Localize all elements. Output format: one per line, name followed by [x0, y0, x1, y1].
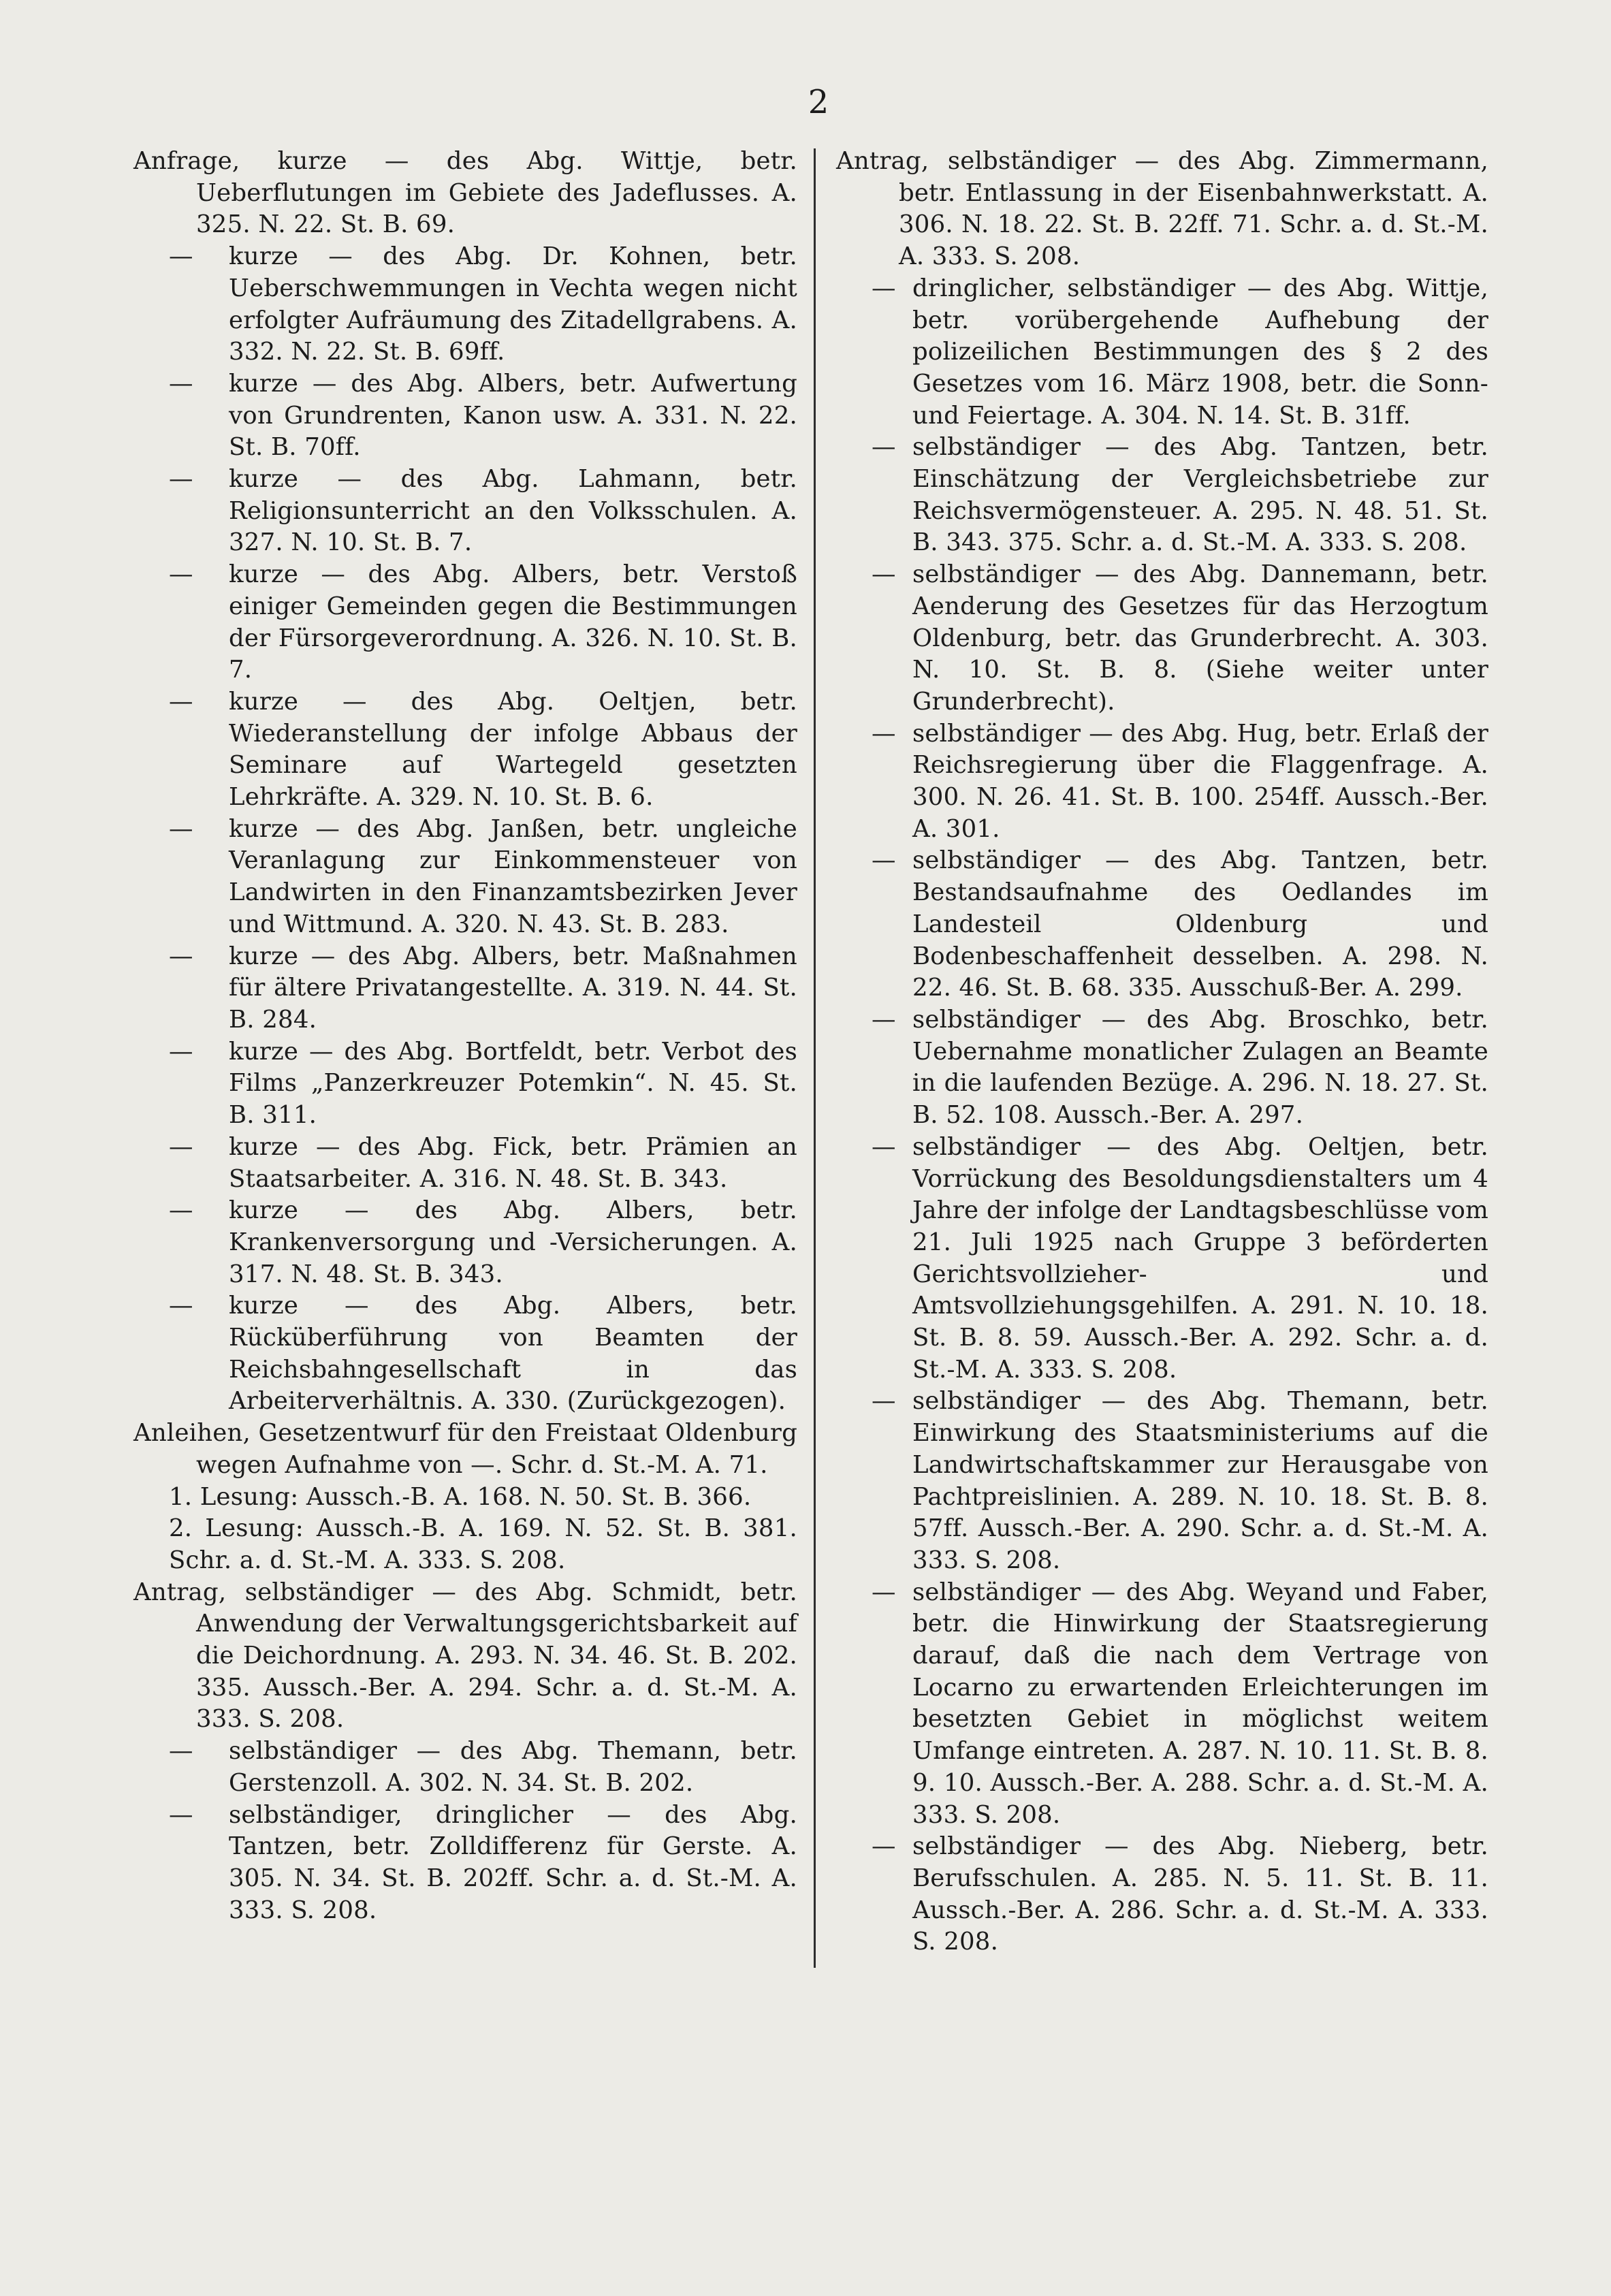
entry-text: kurze — des Abg. Albers, betr. Aufwertung von Grundrenten, Kanon usw. A. 331. N. 22. St. B. 70ff. — [229, 369, 797, 462]
entry-dash: — — [872, 1578, 896, 1606]
index-entry — [836, 718, 1488, 846]
entry-dash: — — [169, 1037, 193, 1066]
index-entry — [133, 1736, 797, 1799]
index-entry — [133, 241, 797, 368]
entry-dash: — — [169, 560, 193, 589]
entry-text: selbständiger — des Abg. Tantzen, betr. Bestandsaufnahme des Oedlandes im Landesteil Oldenburg und Bodenbeschaffenheit desselben. A. 298. N. 22. 46. St. B. 68. 335. Ausschuß-Ber. A. 299. — [912, 846, 1488, 1002]
entry-text: selbständiger — des Abg. Dannemann, betr. Aenderung des Gesetzes für das Herzogtum Oldenburg, betr. das Grunderbrecht. A. 303. N. 10. St. B. 8. (Siehe weiter unter Grunderbrecht). — [912, 560, 1488, 716]
entry-text: selbständiger — des Abg. Hug, betr. Erlaß der Reichsregierung über die Flaggenfrage. A. 300. N. 26. 41. St. B. 100. 254ff. Aussch.-Ber. A. 301. — [912, 719, 1488, 843]
entry-dash: — — [872, 274, 896, 302]
index-entry — [133, 1195, 797, 1290]
index-entry — [133, 1800, 797, 1927]
index-entry — [836, 1577, 1488, 1832]
entry-dash: — — [872, 1005, 896, 1034]
entry-dash: — — [169, 1292, 193, 1320]
entry-text: selbständiger — des Abg. Weyand und Faber, betr. die Hinwirkung der Staatsregierung darauf, daß die nach dem Vertrage von Locarno zu erwartenden Erleichterungen im besetzten Gebiet in möglichst weitem Umfange eintreten. A. 287. N. 10. 11. St. B. 8. 9. 10. Aussch.-Ber. A. 288. Schr. a. d. St.-M. A. 333. S. 208. — [912, 1578, 1488, 1829]
entry-dash: — — [169, 687, 193, 716]
entry-text: kurze — des Abg. Albers, betr. Maßnahmen für ältere Privatangestellte. A. 319. N. 44. St. B. 284. — [229, 942, 797, 1034]
entry-text: kurze — des Abg. Oeltjen, betr. Wiederanstellung der infolge Abbaus der Seminare auf Wartegeld gesetzten Lehrkräfte. A. 329. N. 10. St. B. 6. — [229, 687, 797, 812]
entry-text: Antrag, selbständiger — des Abg. Schmidt, betr. Anwendung der Verwaltungsgerichtsbarkeit auf die Deichordnung. A. 293. N. 34. 46. St. B. 202. 335. Aussch.-Ber. A. 294. Schr. a. d. St.-M. A. 333. S. 208. — [133, 1578, 797, 1734]
entry-dash: — — [169, 242, 193, 271]
index-entry — [133, 814, 797, 941]
entry-text: kurze — des Abg. Janßen, betr. ungleiche Veranlagung zur Einkommensteuer von Landwirten in den Finanzamtsbezirken Jever und Wittmund. A. 320. N. 43. St. B. 283. — [229, 814, 797, 938]
index-entry — [836, 1004, 1488, 1132]
entry-dash: — — [169, 465, 193, 494]
index-entry — [133, 368, 797, 464]
column-right — [836, 146, 1488, 1958]
entry-dash: — — [169, 1737, 193, 1766]
index-entry — [133, 1036, 797, 1132]
column-left — [133, 146, 797, 1926]
index-entry — [133, 1482, 797, 1514]
entry-text: kurze — des Abg. Bortfeldt, betr. Verbot des Films „Panzerkreuzer Potemkin“. N. 45. St. B. 311. — [229, 1037, 797, 1130]
index-entry — [133, 1418, 797, 1481]
index-entry — [133, 1513, 797, 1576]
entry-dash: — — [872, 560, 896, 589]
entry-text: selbständiger — des Abg. Broschko, betr. Uebernahme monatlicher Zulagen an Beamte in die laufenden Bezüge. A. 296. N. 18. 27. St. B. 52. 108. Aussch.-Ber. A. 297. — [912, 1005, 1488, 1130]
entry-dash: — — [169, 1800, 193, 1829]
page-number: 2 — [808, 83, 829, 121]
index-entry — [133, 464, 797, 559]
entry-text: Anleihen, Gesetzentwurf für den Freistaat Oldenburg wegen Aufnahme von —. Schr. d. St.-M. A. 71. — [133, 1419, 797, 1479]
entry-dash: — — [169, 1196, 193, 1225]
entry-text: Antrag, selbständiger — des Abg. Zimmermann, betr. Entlassung in der Eisenbahnwerkstatt. A. 306. N. 18. 22. St. B. 22ff. 71. Schr. a. d. St.-M. A. 333. S. 208. — [836, 147, 1488, 271]
entry-text: selbständiger — des Abg. Nieberg, betr. Berufsschulen. A. 285. N. 5. 11. St. B. 11. Aussch.-Ber. A. 286. Schr. a. d. St.-M. A. 333. S. 208. — [912, 1832, 1488, 1956]
index-entry — [133, 1132, 797, 1195]
entry-dash: — — [872, 1832, 896, 1861]
entry-dash: — — [169, 814, 193, 843]
entry-dash: — — [872, 719, 896, 748]
entry-text: selbständiger — des Abg. Tantzen, betr. Einschätzung der Vergleichsbetriebe zur Reichsvermögensteuer. A. 295. N. 48. 51. St. B. 343. 375. Schr. a. d. St.-M. A. 333. S. 208. — [912, 433, 1488, 557]
entry-text: selbständiger, dringlicher — des Abg. Tantzen, betr. Zolldifferenz für Gerste. A. 305. N. 34. St. B. 202ff. Schr. a. d. St.-M. A. 333. S. 208. — [229, 1800, 797, 1924]
index-entry — [133, 1577, 797, 1736]
index-entry — [836, 1386, 1488, 1576]
index-entry — [836, 1831, 1488, 1958]
entry-dash: — — [169, 1132, 193, 1161]
index-entry — [133, 146, 797, 241]
index-entry — [836, 273, 1488, 432]
index-entry — [836, 432, 1488, 559]
entry-text: Anfrage, kurze — des Abg. Wittje, betr. Ueberflutungen im Gebiete des Jadeflusses. A. 325. N. 22. St. B. 69. — [133, 147, 797, 239]
entry-text: selbständiger — des Abg. Themann, betr. Einwirkung des Staatsministeriums auf die Landwirtschaftskammer zur Herausgabe von Pachtpreislinien. A. 289. N. 10. 18. St. B. 8. 57ff. Aussch.-Ber. A. 290. Schr. a. d. St.-M. A. 333. S. 208. — [912, 1387, 1488, 1574]
index-entry — [133, 686, 797, 814]
entry-dash: — — [872, 846, 896, 875]
entry-text: dringlicher, selbständiger — des Abg. Wittje, betr. vorübergehende Aufhebung der polizeilichen Bestimmungen des § 2 des Gesetzes vom 16. März 1908, betr. die Sonn- und Feiertage. A. 304. N. 14. St. B. 31ff. — [912, 274, 1488, 430]
entry-dash: — — [872, 1132, 896, 1161]
entry-text: kurze — des Abg. Albers, betr. Verstoß einiger Gemeinden gegen die Bestimmungen der Fürsorgeverordnung. A. 326. N. 10. St. B. 7. — [229, 560, 797, 684]
entry-dash: — — [872, 1387, 896, 1416]
entry-text: 1. Lesung: Aussch.-B. A. 168. N. 50. St. B. 366. — [169, 1482, 752, 1511]
entry-text: kurze — des Abg. Albers, betr. Rücküberführung von Beamten der Reichsbahngesellschaft in das Arbeiterverhältnis. A. 330. (Zurückgezogen). — [229, 1292, 797, 1416]
entry-text: kurze — des Abg. Dr. Kohnen, betr. Ueberschwemmungen in Vechta wegen nicht erfolgter Aufräumung des Zitadellgrabens. A. 332. N. 22. St. B. 69ff. — [229, 242, 797, 366]
entry-text: selbständiger — des Abg. Oeltjen, betr. Vorrückung des Besoldungsdienstalters um 4 Jahre der infolge der Landtagsbeschlüsse vom 21. Juli 1925 nach Gruppe 3 beförderten Gerichtsvollzieher- und Amtsvollziehungsgehilfen. A. 291. N. 10. 18. St. B. 8. 59. Aussch.-Ber. A. 292. Schr. a. d. St.-M. A. 333. S. 208. — [912, 1132, 1488, 1384]
entry-text: 2. Lesung: Aussch.-B. A. 169. N. 52. St. B. 381. Schr. a. d. St.-M. A. 333. S. 208. — [169, 1514, 797, 1574]
index-entry — [836, 1132, 1488, 1386]
index-entry — [836, 146, 1488, 273]
entry-text: kurze — des Abg. Fick, betr. Prämien an Staatsarbeiter. A. 316. N. 48. St. B. 343. — [229, 1132, 797, 1193]
index-entry — [133, 559, 797, 686]
index-entry — [836, 559, 1488, 718]
entry-text: kurze — des Abg. Albers, betr. Krankenversorgung und -Versicherungen. A. 317. N. 48. St. B. 343. — [229, 1196, 797, 1288]
entry-text: kurze — des Abg. Lahmann, betr. Religionsunterricht an den Volksschulen. A. 327. N. 10. St. B. 7. — [229, 465, 797, 557]
index-entry — [133, 941, 797, 1036]
entry-text: selbständiger — des Abg. Themann, betr. Gerstenzoll. A. 302. N. 34. St. B. 202. — [229, 1737, 797, 1797]
index-entry — [133, 1290, 797, 1418]
entry-dash: — — [169, 942, 193, 970]
entry-dash: — — [872, 433, 896, 462]
entry-dash: — — [169, 369, 193, 398]
column-divider — [814, 148, 816, 1968]
index-entry — [836, 845, 1488, 1004]
